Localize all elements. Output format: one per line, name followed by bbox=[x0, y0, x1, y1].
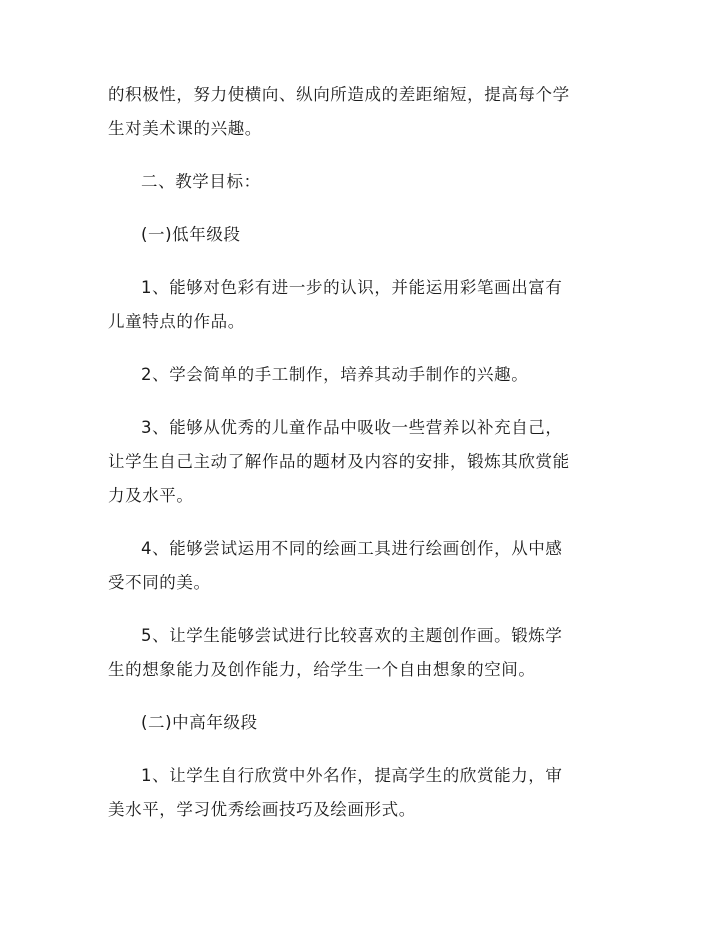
text-line: 3、能够从优秀的儿童作品中吸收一些营养以补充自己， bbox=[141, 418, 563, 437]
paragraph-item-4 bbox=[108, 532, 620, 600]
paragraph-item-1-upper bbox=[108, 759, 620, 827]
text-line: 5、让学生能够尝试进行比较喜欢的主题创作画。锻炼学 bbox=[141, 626, 563, 645]
text-line: 2、学会简单的手工制作，培养其动手制作的兴趣。 bbox=[141, 365, 529, 384]
subsection-heading-middle-upper-grades bbox=[108, 706, 620, 740]
heading-text: 二、教学目标： bbox=[141, 172, 261, 191]
heading-text: (一)低年级段 bbox=[141, 225, 241, 244]
text-line: 4、能够尝试运用不同的绘画工具进行绘画创作，从中感 bbox=[141, 539, 563, 558]
section-heading-teaching-goals bbox=[108, 165, 620, 199]
text-line: 美水平，学习优秀绘画技巧及绘画形式。 bbox=[108, 800, 416, 819]
text-line: 让学生自己主动了解作品的题材及内容的安排，锻炼其欣赏能 bbox=[108, 452, 570, 471]
paragraph-item-2 bbox=[108, 358, 620, 392]
text-line: 生对美术课的兴趣。 bbox=[108, 119, 262, 138]
text-line: 力及水平。 bbox=[108, 486, 194, 505]
text-line: 儿童特点的作品。 bbox=[108, 312, 245, 331]
heading-text: (二)中高年级段 bbox=[141, 713, 258, 732]
paragraph-item-5 bbox=[108, 619, 620, 687]
paragraph-intro-continuation bbox=[108, 78, 620, 146]
document-page bbox=[108, 78, 620, 846]
text-line: 1、能够对色彩有进一步的认识，并能运用彩笔画出富有 bbox=[141, 278, 563, 297]
paragraph-item-1 bbox=[108, 271, 620, 339]
text-line: 生的想象能力及创作能力，给学生一个自由想象的空间。 bbox=[108, 660, 536, 679]
subsection-heading-lower-grades bbox=[108, 218, 620, 252]
text-line: 1、让学生自行欣赏中外名作，提高学生的欣赏能力，审 bbox=[141, 766, 563, 785]
paragraph-item-3 bbox=[108, 411, 620, 513]
text-line: 的积极性，努力使横向、纵向所造成的差距缩短，提高每个学 bbox=[108, 85, 570, 104]
text-line: 受不同的美。 bbox=[108, 573, 211, 592]
